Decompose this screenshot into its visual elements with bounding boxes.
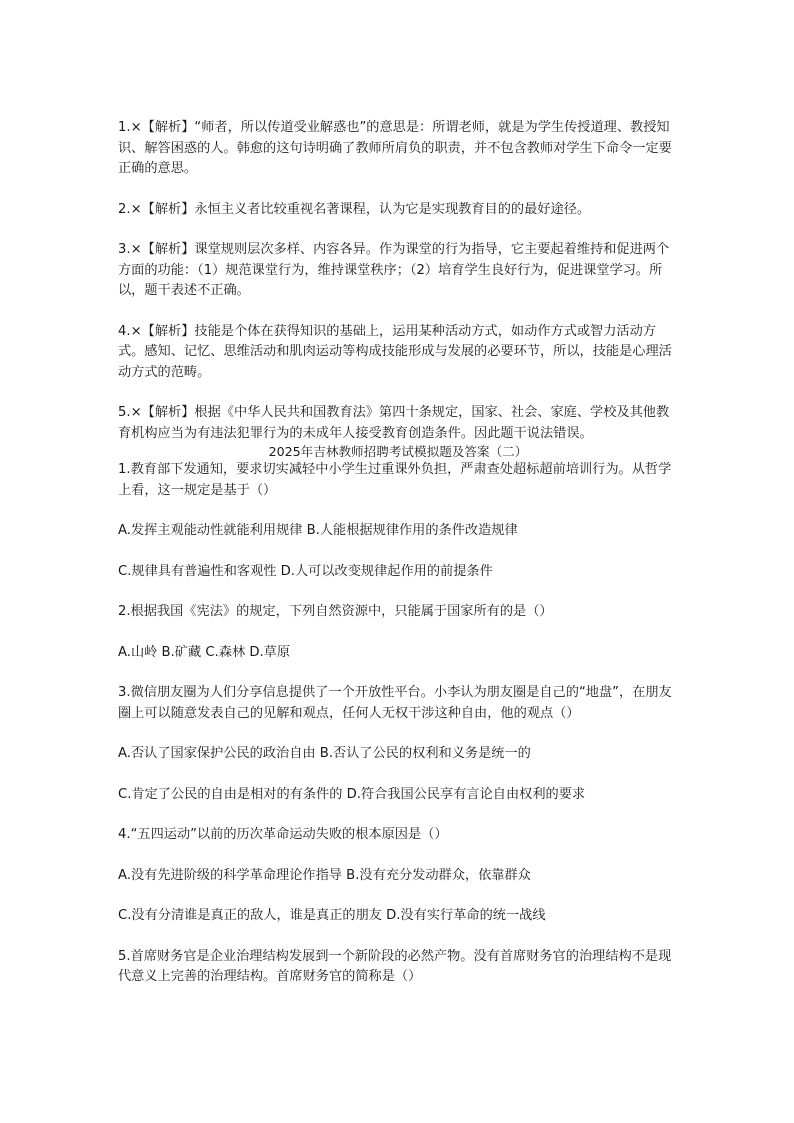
question-3-stem: 3.微信朋友圈为人们分享信息提供了一个开放性平台。小李认为朋友圈是自己的“地盘”，在朋友圈上可以随意发表自己的见解和观点，任何人无权干涉这种自由，他的观点（） (118, 685, 672, 721)
question-1-stem: 1.教育部下发通知，要求切实减轻中小学生过重课外负担，严肃查处超标超前培训行为。从哲学上看，这一规定是基于（） (118, 462, 672, 498)
explanation-1: 1.×【解析】“师者，所以传道受业解惑也”的意思是：所谓老师，就是为学生传授道理、教授知识、解答困惑的人。韩愈的这句诗明确了教师所肩负的职责，并不包含教师对学生下命令一定要正确的意思。 (118, 120, 672, 176)
question-4-stem: 4.“五四运动”以前的历次革命运动失败的根本原因是（） (118, 827, 448, 842)
document-page (118, 118, 678, 988)
question-2-stem: 2.根据我国《宪法》的规定，下列自然资源中，只能属于国家所有的是（） (118, 604, 553, 619)
question-3-options-cd: C.肯定了公民的自由是相对的有条件的 D.符合我国公民享有言论自由权利的要求 (118, 786, 586, 802)
explanation-2: 2.×【解析】永恒主义者比较重视名著课程，认为它是实现教育目的的最好途径。 (118, 201, 591, 217)
explanation-4: 4.×【解析】技能是个体在获得知识的基础上，运用某种活动方式，如动作方式或智力活动方式。感知、记忆、思维活动和肌肉运动等构成技能形成与发展的必要环节，所以，技能是心理活动方式的范畴。 (118, 323, 672, 380)
question-3-options-ab: A.否认了国家保护公民的政治自由 B.否认了公民的权利和义务是统一的 (118, 746, 531, 761)
question-1-options-cd: C.规律具有普遍性和客观性 D.人可以改变规律起作用的前提条件 (118, 563, 493, 579)
question-4-options-ab: A.没有先进阶级的科学革命理论作指导 B.没有充分发动群众，依靠群众 (118, 867, 531, 883)
question-4-options-cd: C.没有分清谁是真正的敌人，谁是真正的朋友 D.没有实行革命的统一战线 (118, 908, 546, 923)
question-2-options: A.山岭 B.矿藏 C.森林 D.草原 (118, 644, 291, 660)
explanation-3: 3.×【解析】课堂规则层次多样、内容各异。作为课堂的行为指导，它主要起着维持和促进两个方面的功能：（1）规范课堂行为，维持课堂秩序；（2）培育学生良好行为，促进课堂学习。所以，题干表述不正确。 (118, 242, 670, 298)
question-5-stem: 5.首席财务官是企业治理结构发展到一个新阶段的必然产物。没有首席财务官的治理结构不是现代意义上完善的治理结构。首席财务官的简称是（） (118, 948, 672, 984)
exam-title: 2025年吉林教师招聘考试模拟题及答案（二） (268, 444, 528, 459)
explanation-5: 5.×【解析】根据《中华人民共和国教育法》第四十条规定，国家、社会、家庭、学校及其他教育机构应当为有违法犯罪行为的未成年人接受教育创造条件。因此题干说法错误。 (118, 405, 670, 441)
question-1-options-ab: A.发挥主观能动性就能利用规律 B.人能根据规律作用的条件改造规律 (118, 523, 518, 538)
